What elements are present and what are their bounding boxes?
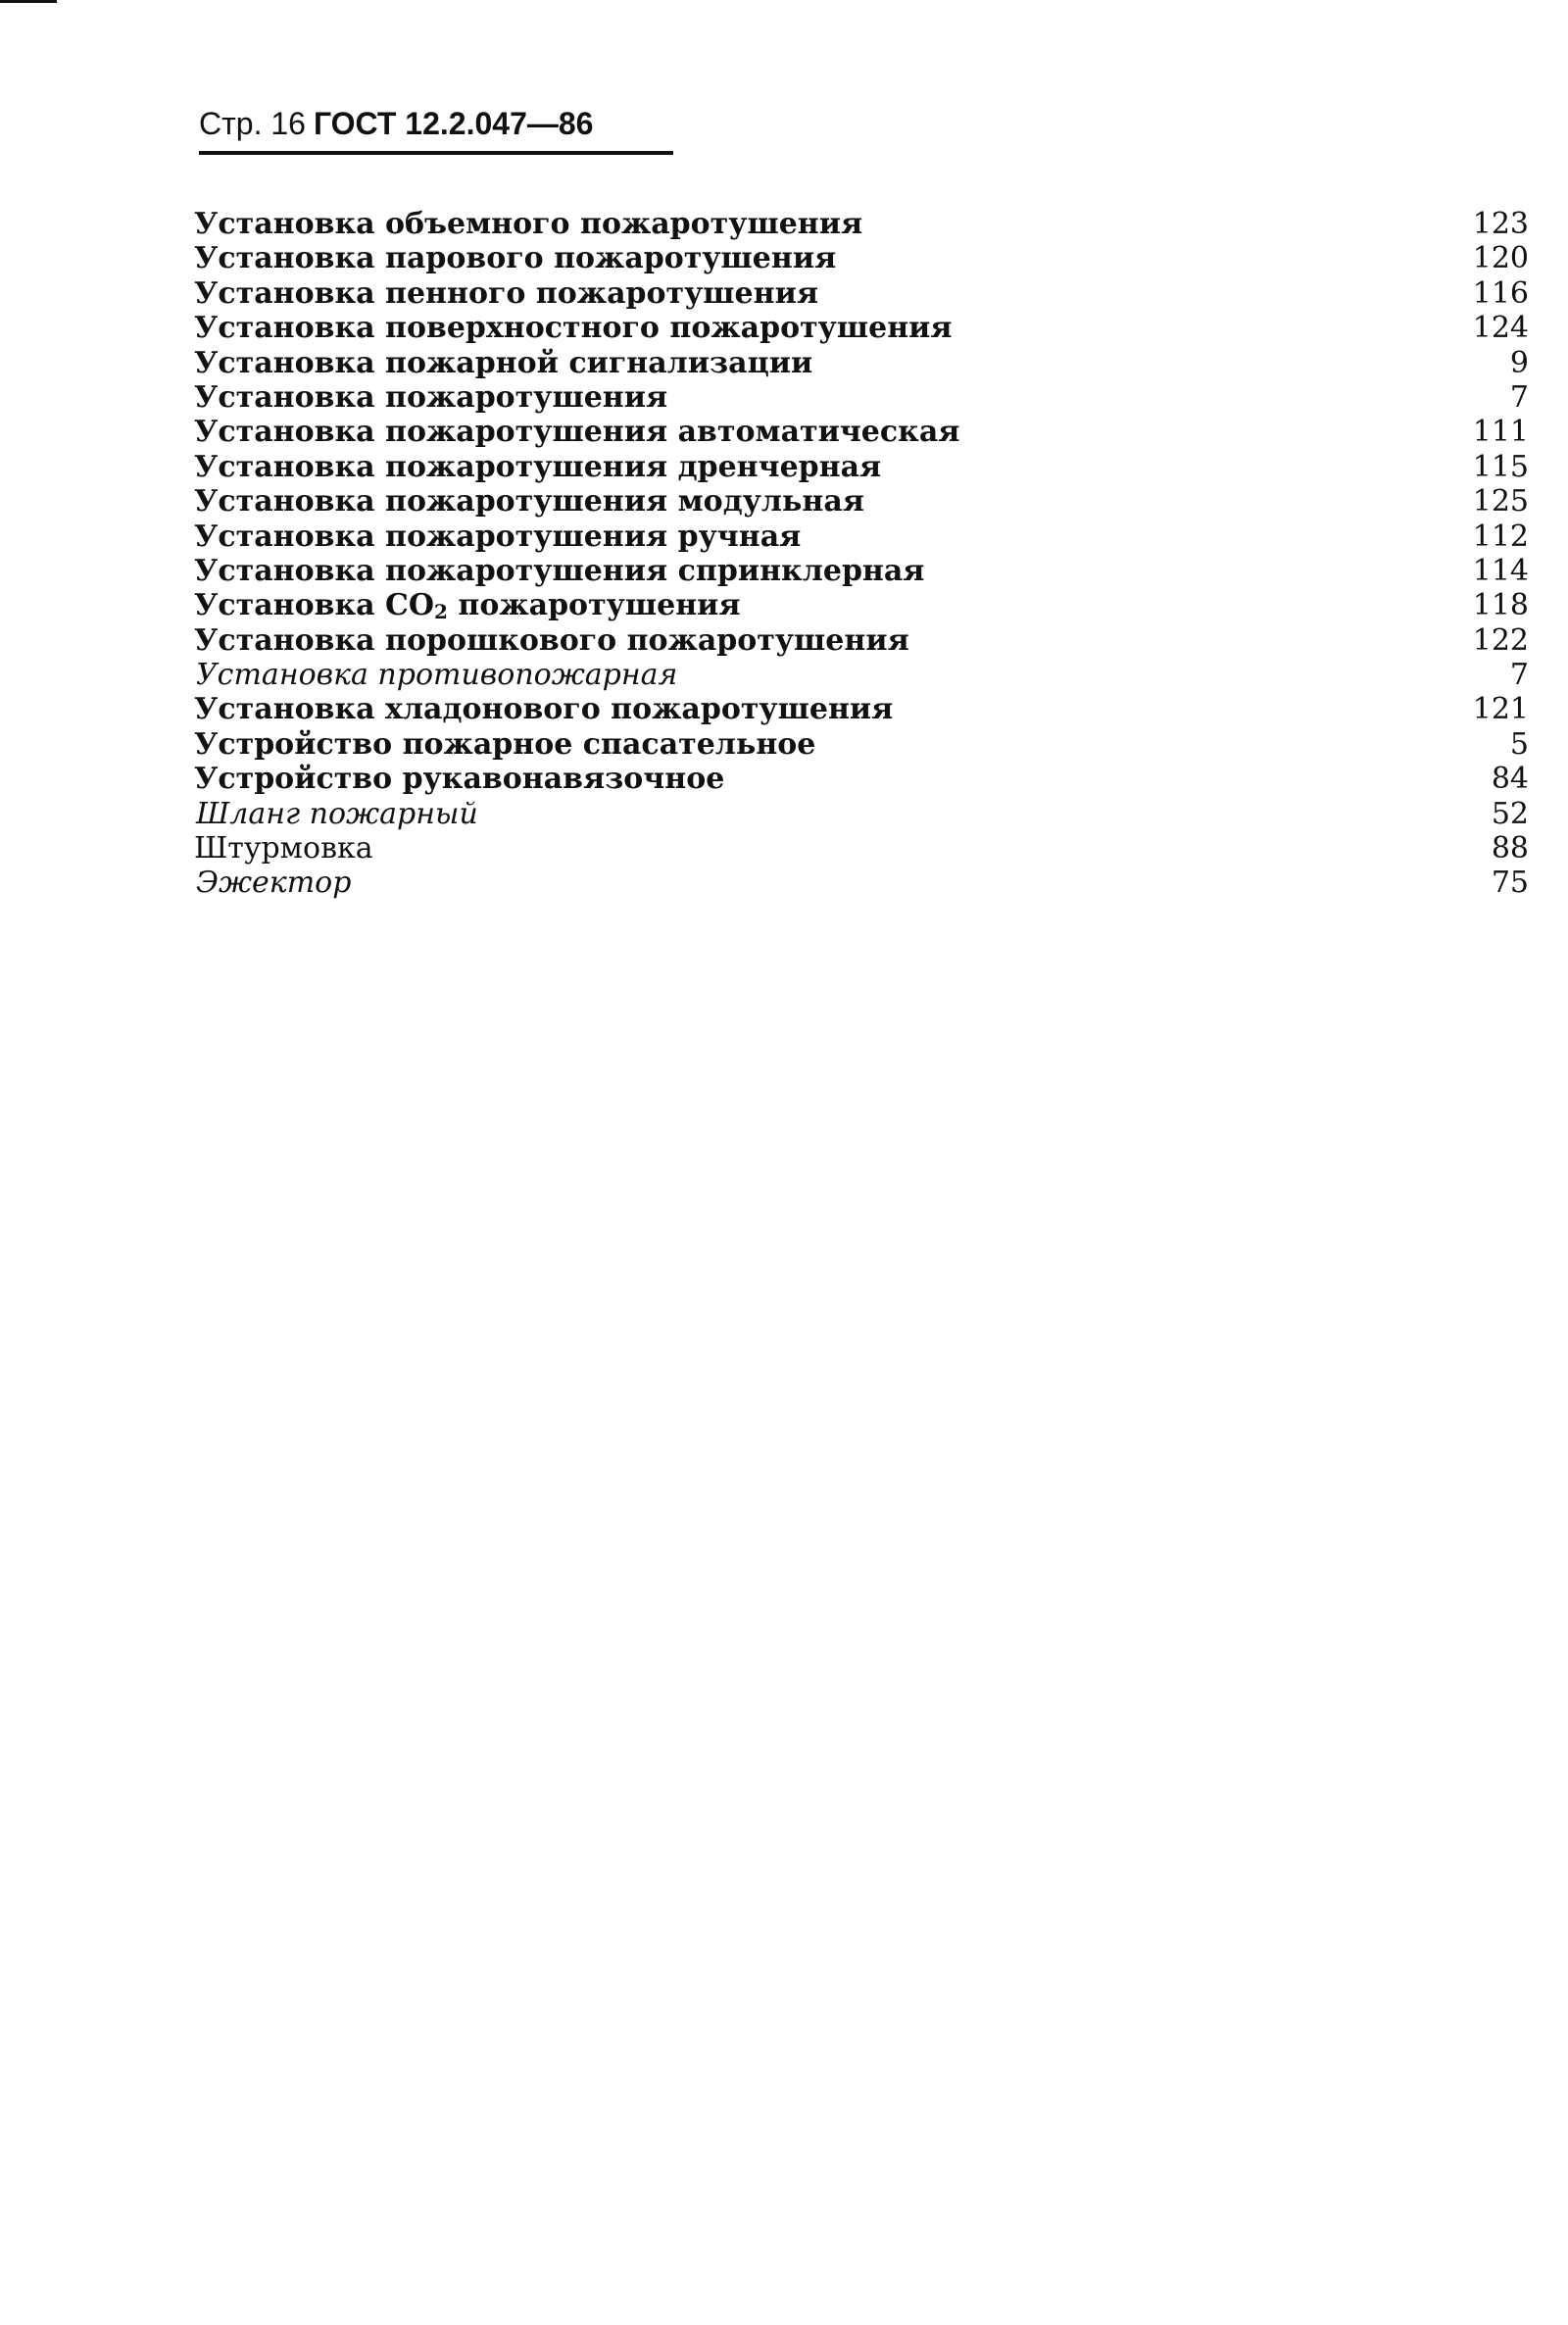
index-page-number: 115 <box>1472 449 1529 484</box>
index-row <box>194 346 1529 380</box>
index-page-number: 121 <box>1472 692 1529 727</box>
index-row <box>194 623 1529 658</box>
index-page-number: 9 <box>1509 345 1529 380</box>
index-page-number: 123 <box>1472 207 1529 241</box>
corner-scan-mark <box>0 0 57 3</box>
index-term: Установка порошкового пожаротушения <box>194 622 909 658</box>
index-term: Устройство рукавонавязочное <box>194 762 725 797</box>
index-page-number: 52 <box>1491 796 1529 831</box>
index-page-number: 114 <box>1472 553 1529 588</box>
index-term: Устройство пожарное спасательное <box>194 726 816 762</box>
index-term: Установка пожарной сигнализации <box>194 345 813 380</box>
index-page-number: 111 <box>1472 415 1529 450</box>
index-row <box>194 380 1529 415</box>
index-row <box>194 207 1529 241</box>
index-term: Установка пожаротушения спринклерная <box>194 553 925 588</box>
index-term: Шланг пожарный <box>196 796 478 831</box>
index-page-number: 125 <box>1472 484 1529 519</box>
index-row <box>194 727 1529 762</box>
index-row <box>194 797 1529 831</box>
index-page-number: 122 <box>1472 622 1529 658</box>
index-row <box>194 658 1529 692</box>
index-term: Эжектор <box>196 866 352 901</box>
index-term: Штурмовка <box>194 831 373 866</box>
index-row <box>194 241 1529 275</box>
index-term: Установка противопожарная <box>196 658 678 693</box>
index-page-number: 84 <box>1491 762 1529 797</box>
index-page-number: 112 <box>1472 519 1529 554</box>
page-header <box>199 98 673 159</box>
index-row <box>194 762 1529 796</box>
index-row <box>194 519 1529 554</box>
header-rule <box>199 151 673 155</box>
index-page-number: 7 <box>1509 379 1529 415</box>
index-term: Установка парового пожаротушения <box>194 241 837 276</box>
subject-index-list <box>194 207 1529 901</box>
index-term: Установка пожаротушения <box>194 379 668 415</box>
index-row <box>194 831 1529 866</box>
index-row <box>194 415 1529 449</box>
index-term: Установка хладонового пожаротушения <box>194 692 894 727</box>
index-page-number: 118 <box>1472 588 1529 623</box>
index-term: Установка пожаротушения ручная <box>194 519 802 554</box>
index-term: Установка поверхностного пожаротушения <box>194 311 953 346</box>
index-row <box>194 276 1529 311</box>
index-page-number: 5 <box>1509 726 1529 762</box>
index-row <box>194 450 1529 484</box>
index-row <box>194 484 1529 519</box>
index-term-subscript: 2 <box>434 600 448 624</box>
index-term: Установка пожаротушения автоматическая <box>194 415 960 450</box>
index-term-prefix: Установка СО <box>194 588 435 623</box>
index-row <box>194 588 1529 622</box>
index-term-suffix: пожаротушения <box>447 588 741 623</box>
page-number-label: Стр. 16 <box>199 106 306 141</box>
index-page-number: 120 <box>1472 241 1529 276</box>
index-row <box>194 866 1529 900</box>
index-row <box>194 554 1529 588</box>
index-page-number: 124 <box>1472 311 1529 346</box>
index-term: Установка пенного пожаротушения <box>194 275 818 311</box>
index-row <box>194 311 1529 345</box>
index-term: Установка пожаротушения дренчерная <box>194 449 882 484</box>
index-term: Установка пожаротушения модульная <box>194 484 864 519</box>
index-page-number: 88 <box>1491 831 1529 866</box>
standard-code: ГОСТ 12.2.047—86 <box>313 106 594 141</box>
header-text <box>199 104 593 143</box>
index-page-number: 75 <box>1491 866 1529 901</box>
index-row <box>194 692 1529 726</box>
index-page-number: 116 <box>1472 275 1529 311</box>
index-term: Установка объемного пожаротушения <box>194 207 863 241</box>
index-page-number: 7 <box>1509 658 1529 693</box>
